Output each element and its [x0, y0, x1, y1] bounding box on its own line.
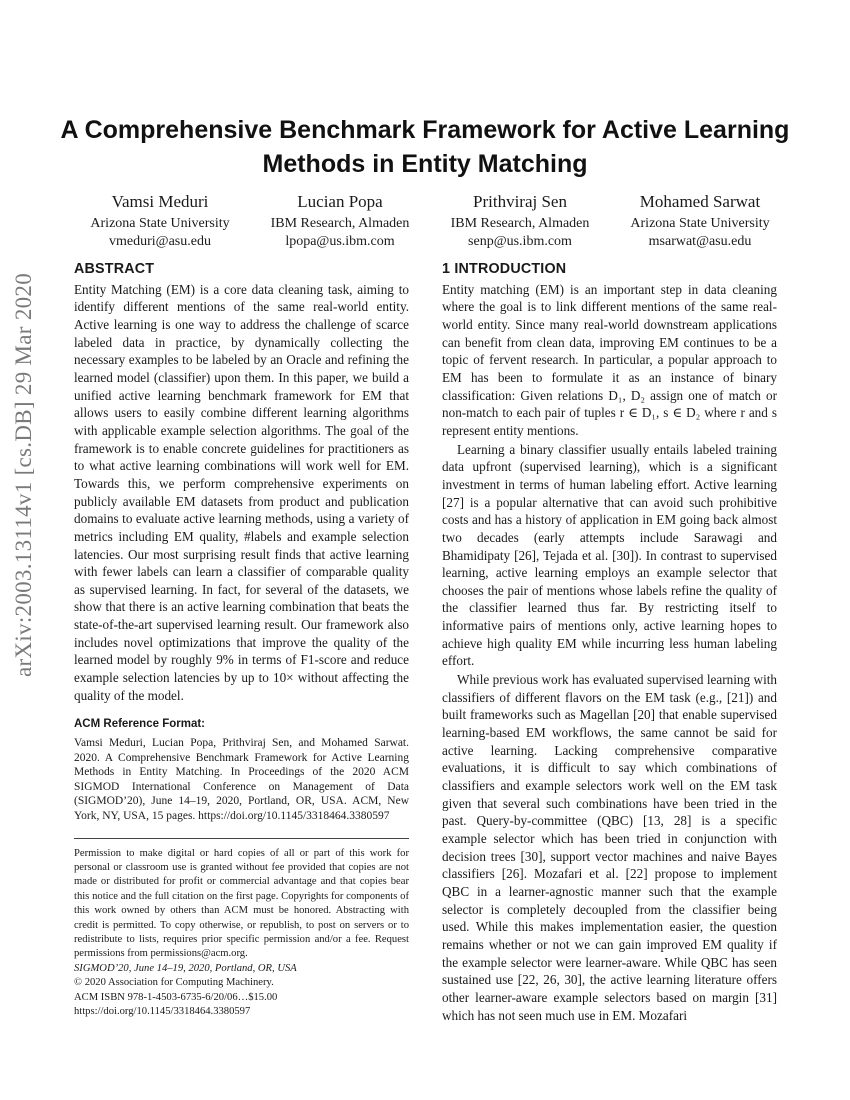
author-affiliation: Arizona State University — [630, 216, 770, 231]
author-affiliation: Arizona State University — [90, 216, 230, 231]
author-block — [70, 191, 250, 251]
arxiv-stamp-text: arXiv:2003.13114v1 [cs.DB] 29 Mar 2020 — [11, 272, 36, 678]
introduction-heading: 1 INTRODUCTION — [442, 261, 567, 277]
footnote-divider — [74, 838, 409, 839]
abstract-heading: ABSTRACT — [74, 261, 155, 277]
intro-paragraph: Entity matching (EM) is an important step in data cleaning where the goal is to link different mentions of the same real-world entity. Since many real-world downstream applications can benefit from clean data, improving EM continues to be a topic of fervent research. In particular, a popular approach to EM has been to formulate it as an instance of binary classification: Given relations D₁, D₂ assign one of match or non-match to each pair of tuples r ∈ D₁, s ∈ D₂ where r and s represent entity mentions. — [442, 281, 777, 438]
permission-notice: Permission to make digital or hard copies of all or part of this work for personal or classroom use is granted without fee provided that copies are not made or distributed for profit or commercial advantage and that copies bear this notice and the full citation on the first page. Copyrights for components of this work owned by others than ACM must be honored. Abstracting with credit is permitted. To copy otherwise, or republish, to post on servers or to redistribute to lists, requires prior specific permission and/or a fee. Request permissions from permissions@acm.org. — [74, 847, 409, 960]
author-name: Vamsi Meduri — [111, 192, 209, 211]
author-email: msarwat@asu.edu — [648, 234, 752, 249]
left-column — [74, 261, 409, 1020]
author-email: vmeduri@asu.edu — [109, 234, 211, 249]
intro-paragraph: Learning a binary classifier usually entails labeled training data upfront (supervised learning), which is a significant investment in terms of human labeling effort. Active learning [27] is a popular alternative that can avoid such prohibitive costs and has a history of application in EM going back almost two decades (early attempts include Sarawagi and Bhamidipaty [26], Tejada et al. [30]). In contrast to supervised learning, active learning employs an example selector that chooses the pair of mentions whose labels refine the quality of the classifier learned thus far. By restricting itself to informative pairs of mentions only, active learning hopes to achieve high quality EM while incurring less human labeling effort. — [442, 441, 777, 669]
paper-title: A Comprehensive Benchmark Framework for Active Learning Methods in Entity Matching — [60, 116, 790, 178]
right-column — [442, 261, 777, 1024]
author-name: Mohamed Sarwat — [639, 192, 761, 211]
isbn-line: ACM ISBN 978-1-4503-6735-6/20/06…$15.00 — [74, 991, 278, 1003]
author-block — [250, 191, 430, 251]
author-name: Prithviraj Sen — [473, 192, 567, 211]
doi-line[interactable]: https://doi.org/10.1145/3318464.3380597 — [74, 1006, 251, 1018]
author-block — [610, 191, 790, 251]
copyright-line: © 2020 Association for Computing Machinery. — [74, 977, 274, 989]
reference-format-text: Vamsi Meduri, Lucian Popa, Prithviraj Sen, and Mohamed Sarwat. 2020. A Comprehensive Benchmark Framework for Active Learning Methods in Entity Matching. In Proceedings of the 2020 ACM SIGMOD International Conference on Management of Data (SIGMOD’20), June 14–19, 2020, Portland, OR, USA. ACM, New York, NY, USA, 15 pages. https://doi.org/10.1145/3318464.3380597 — [74, 737, 409, 823]
conference-line: SIGMOD’20, June 14–19, 2020, Portland, OR, USA — [74, 962, 297, 974]
author-email: lpopa@us.ibm.com — [285, 234, 395, 249]
intro-paragraph: While previous work has evaluated supervised learning with classifiers of different flavors on the EM task (e.g., [21]) and built frameworks such as Magellan [20] that enable supervised learning-based EM workflows, the same cannot be said for active learning. Lacking comprehensive comparative evaluations, it is difficult to say which combinations of classifiers and example selectors work well on the EM task given that several such combinations have been tried in the past. Query-by-committee (QBC) [13, 28] is a specific example selector which has been tried in conjunction with decision trees [30], support vector machines and naive Bayes classifiers [26]. Mozafari et al. [22] propose to implement QBC in a learner-agnostic manner such that the example selector is completely decoupled from the classifier being used. While this makes implementation easier, the question remains whether or not we can gain improved EM quality if the example selector were learner-aware. While QBC has seen sustained use [22, 26, 30], the active learning literature offers other learner-aware example selectors based on margin [31] which has not seen much use in EM. Mozafari — [442, 672, 777, 1023]
author-affiliation: IBM Research, Almaden — [270, 216, 410, 231]
author-name: Lucian Popa — [297, 192, 383, 211]
abstract-text: Entity Matching (EM) is a core data cleaning task, aiming to identify different mentions of the same real-world entity. Active learning is one way to address the challenge of scarce labeled data in practice, by dynamically collecting the necessary examples to be labeled by an Oracle and refining the learned model (classifier) upon them. In this paper, we build a unified active learning benchmark framework for EM that allows users to easily combine different learning algorithms with applicable example selection algorithms. The goal of the framework is to enable concrete guidelines for practitioners as to what active learning combinations will work well for EM. Towards this, we perform comprehensive experiments on publicly available EM datasets from product and publication domains to evaluate active learning methods, using a variety of metrics including EM quality, #labels and example selection latencies. Our most surprising result finds that active learning with fewer labels can learn a classifier of comparable quality as supervised learning. In fact, for several of the datasets, we show that there is an active learning combination that beats the state-of-the-art supervised learning result. Our framework also includes novel optimizations that improve the quality of the learned model by roughly 9% in terms of F1-score and reduce example selection latencies by up to 10× without affecting the quality of the model. — [74, 281, 409, 703]
arxiv-identifier-stamp — [4, 272, 44, 678]
author-block — [430, 191, 610, 251]
author-list — [70, 191, 790, 251]
author-email: senp@us.ibm.com — [468, 234, 572, 249]
reference-format-heading: ACM Reference Format: — [74, 718, 205, 731]
author-affiliation: IBM Research, Almaden — [450, 216, 590, 231]
